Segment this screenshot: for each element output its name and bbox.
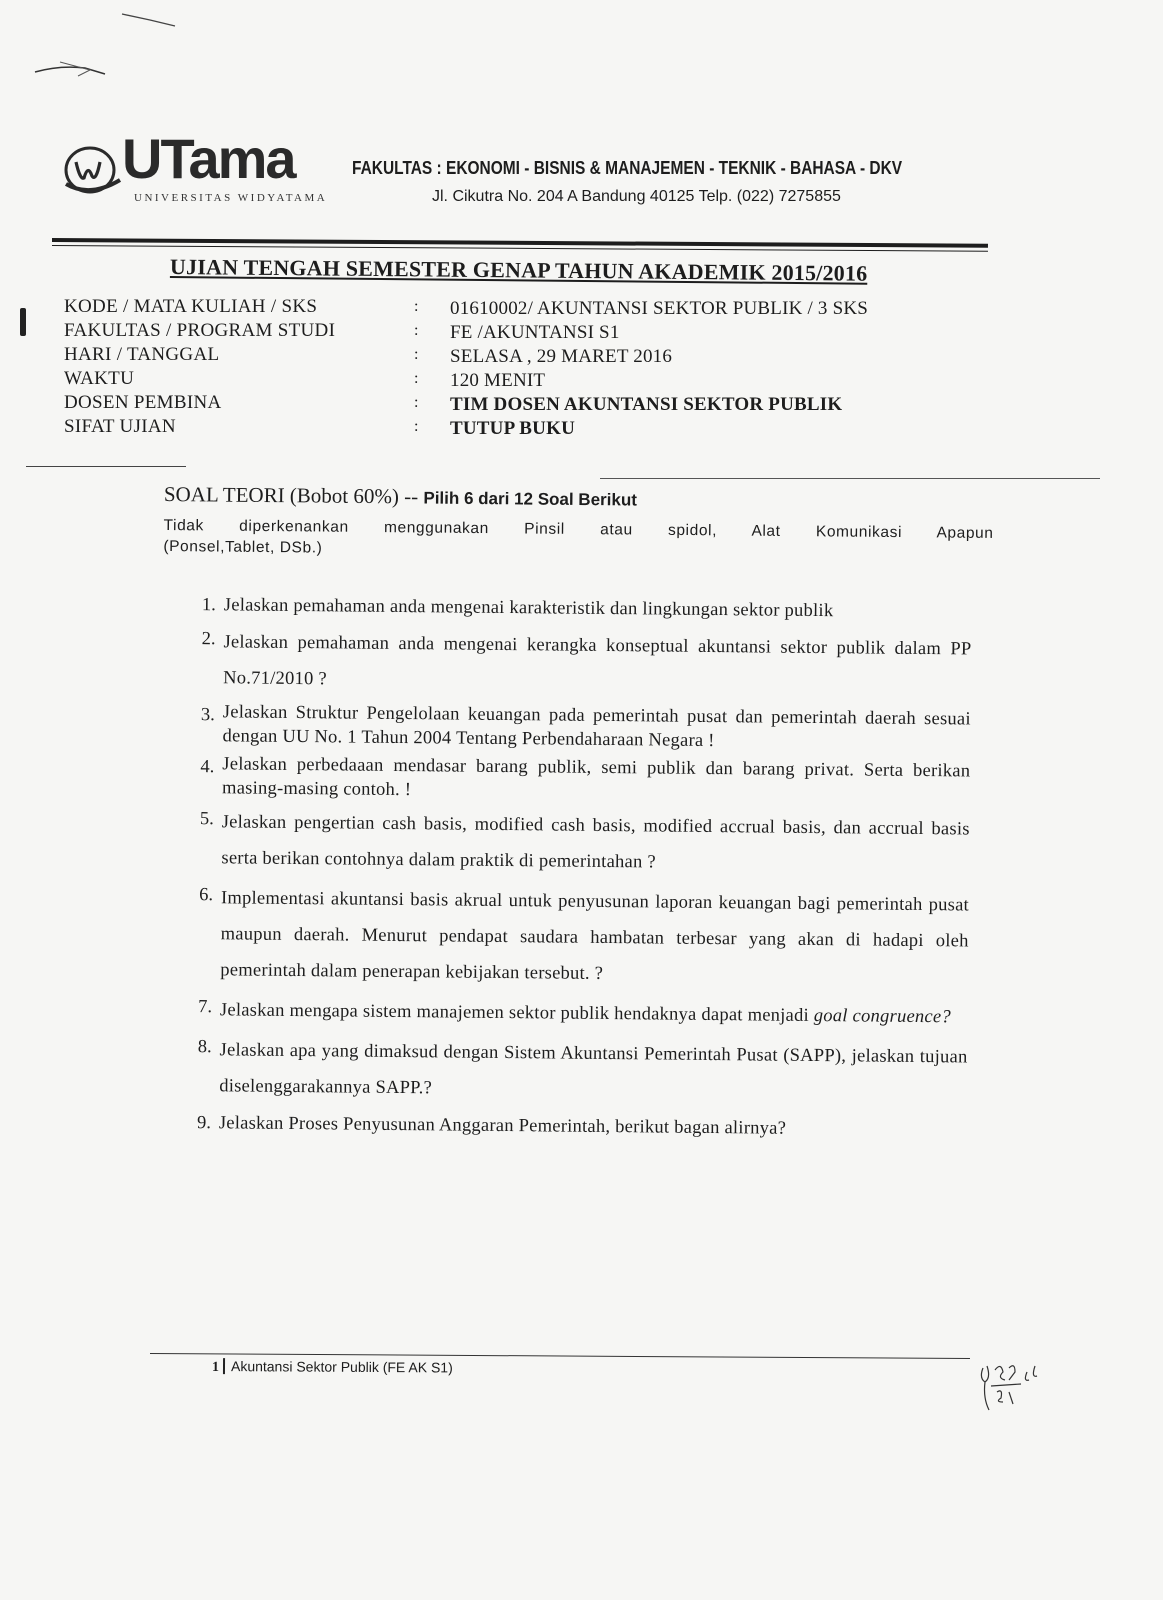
question-item	[189, 804, 970, 883]
info-divider-right	[600, 478, 1100, 479]
question-text: Jelaskan Struktur Pengelolaan keuangan pada pemerintah pusat dan pemerintah daerah sesuai dengan UU No. 1 Tahun 2004 Tentang Perbendaharaan Negara !	[222, 702, 971, 752]
info-colon: :	[414, 298, 419, 315]
exam-notice-line-1: Tidak diperkenankan menggunakan Pinsil atau spidol, Alat Komunikasi Apapun	[163, 516, 994, 542]
section-heading	[163, 482, 994, 565]
info-label: SIFAT UJIAN	[64, 416, 176, 437]
logo-subtitle: UNIVERSITAS WIDYATAMA	[134, 192, 328, 204]
question-number: 1.	[201, 595, 216, 616]
question-number: 6.	[199, 885, 214, 906]
question-text: Jelaskan Proses Penyusunan Anggaran Pemerintah, berikut bagan alirnya?	[218, 1113, 787, 1139]
info-row-time	[64, 368, 964, 392]
info-value: 01610002/ AKUNTANSI SEKTOR PUBLIK / 3 SKS	[450, 298, 869, 319]
info-row-faculty	[64, 320, 964, 344]
exam-notice-line-2: (Ponsel,Tablet, DSb.)	[163, 537, 323, 557]
info-row-exam-type	[64, 416, 964, 440]
scan-mark-corner	[120, 10, 180, 30]
info-colon: :	[414, 370, 419, 387]
exam-title: UJIAN TENGAH SEMESTER GENAP TAHUN AKADEMIK 2015/2016	[169, 254, 868, 286]
question-number: 2.	[201, 629, 216, 650]
footer-course: Akuntansi Sektor Publik (FE AK S1)	[230, 1358, 453, 1376]
question-text: Jelaskan pengertian cash basis, modified cash basis, modified accrual basis, dan accrual basis serta berikan contohnya dalam praktik di pemerintahan ?	[221, 812, 970, 873]
info-row-date	[64, 344, 964, 368]
section-subtitle: Pilih 6 dari 12 Soal Berikut	[423, 488, 638, 510]
address-line: Jl. Cikutra No. 204 A Bandung 40125 Telp. (022) 7275855	[432, 188, 841, 205]
footer-separator	[223, 1358, 225, 1374]
question-item	[192, 590, 972, 627]
question-text	[220, 992, 968, 1035]
page-footer	[212, 1358, 453, 1377]
info-value: TIM DOSEN AKUNTANSI SEKTOR PUBLIK	[450, 394, 843, 415]
question-number: 5.	[199, 809, 214, 830]
question-text: Jelaskan perbedaaan mendasar barang publik, semi publik dan barang privat. Serta berikan masing-masing contoh. !	[222, 754, 971, 801]
scan-mark	[30, 40, 130, 90]
question-item	[188, 880, 969, 995]
section-title	[164, 482, 994, 515]
question-item	[188, 992, 968, 1035]
question-text: Jelaskan pemahaman anda mengenai kerangka konseptual akuntansi sektor publik dalam PP No.71/2010 ?	[223, 632, 972, 690]
question-text-emphasis: goal congruence?	[813, 1005, 951, 1028]
info-label: KODE / MATA KULIAH / SKS	[64, 296, 318, 317]
question-number: 7.	[198, 997, 213, 1018]
info-value: SELASA , 29 MARET 2016	[450, 346, 673, 367]
question-item	[191, 624, 972, 703]
faculty-line: FAKULTAS : EKONOMI - BISNIS & MANAJEMEN - TEKNIK - BAHASA - DKV	[352, 158, 903, 178]
info-colon: :	[414, 322, 419, 339]
question-text: Jelaskan apa yang dimaksud dengan Sistem Akuntansi Pemerintah Pusat (SAPP), jelaskan tujuan diselenggarakannya SAPP.?	[219, 1040, 968, 1099]
info-value: FE /AKUNTANSI S1	[450, 322, 620, 343]
info-row-lecturer	[64, 392, 964, 416]
question-item	[187, 1032, 968, 1111]
section-title-text: SOAL TEORI (Bobot 60%) --	[163, 482, 419, 509]
info-label: DOSEN PEMBINA	[64, 392, 222, 413]
info-value: 120 MENIT	[450, 370, 546, 391]
info-label: FAKULTAS / PROGRAM STUDI	[64, 320, 336, 341]
handwritten-initials	[975, 1358, 1045, 1428]
logo-emblem-icon	[62, 140, 122, 200]
info-label: WAKTU	[64, 368, 135, 389]
question-item	[187, 1108, 967, 1145]
question-number: 3.	[200, 705, 215, 726]
info-value: TUTUP BUKU	[450, 418, 575, 439]
info-colon: :	[414, 418, 419, 435]
scan-mark-left	[20, 308, 26, 336]
question-text: Jelaskan pemahaman anda mengenai karakteristik dan lingkungan sektor publik	[223, 595, 834, 622]
exam-info-table	[64, 296, 964, 440]
university-logo	[62, 127, 342, 214]
page-number: 1	[211, 1360, 220, 1376]
question-number: 4.	[200, 757, 215, 778]
question-item	[190, 700, 970, 755]
question-number: 9.	[196, 1113, 211, 1134]
question-number: 8.	[197, 1037, 212, 1058]
letterhead	[62, 127, 1002, 220]
question-text-main: Jelaskan mengapa sistem manajemen sektor publik hendaknya dapat menjadi	[219, 1000, 810, 1026]
info-label: HARI / TANGGAL	[64, 344, 220, 365]
info-colon: :	[414, 346, 419, 363]
question-text: Implementasi akuntansi basis akrual untuk penyusunan laporan keuangan bagi pemerintah pusat maupun daerah. Menurut pendapat saudara hambatan terbesar yang akan di hadapi oleh pemerintah dalam penerapan kebijakan tersebut. ?	[220, 888, 970, 984]
logo-wordmark: UTama	[122, 127, 295, 190]
info-divider-left	[26, 466, 186, 467]
question-item	[190, 752, 970, 807]
info-row-course	[64, 296, 964, 320]
question-list	[187, 590, 972, 1149]
info-colon: :	[414, 394, 419, 411]
